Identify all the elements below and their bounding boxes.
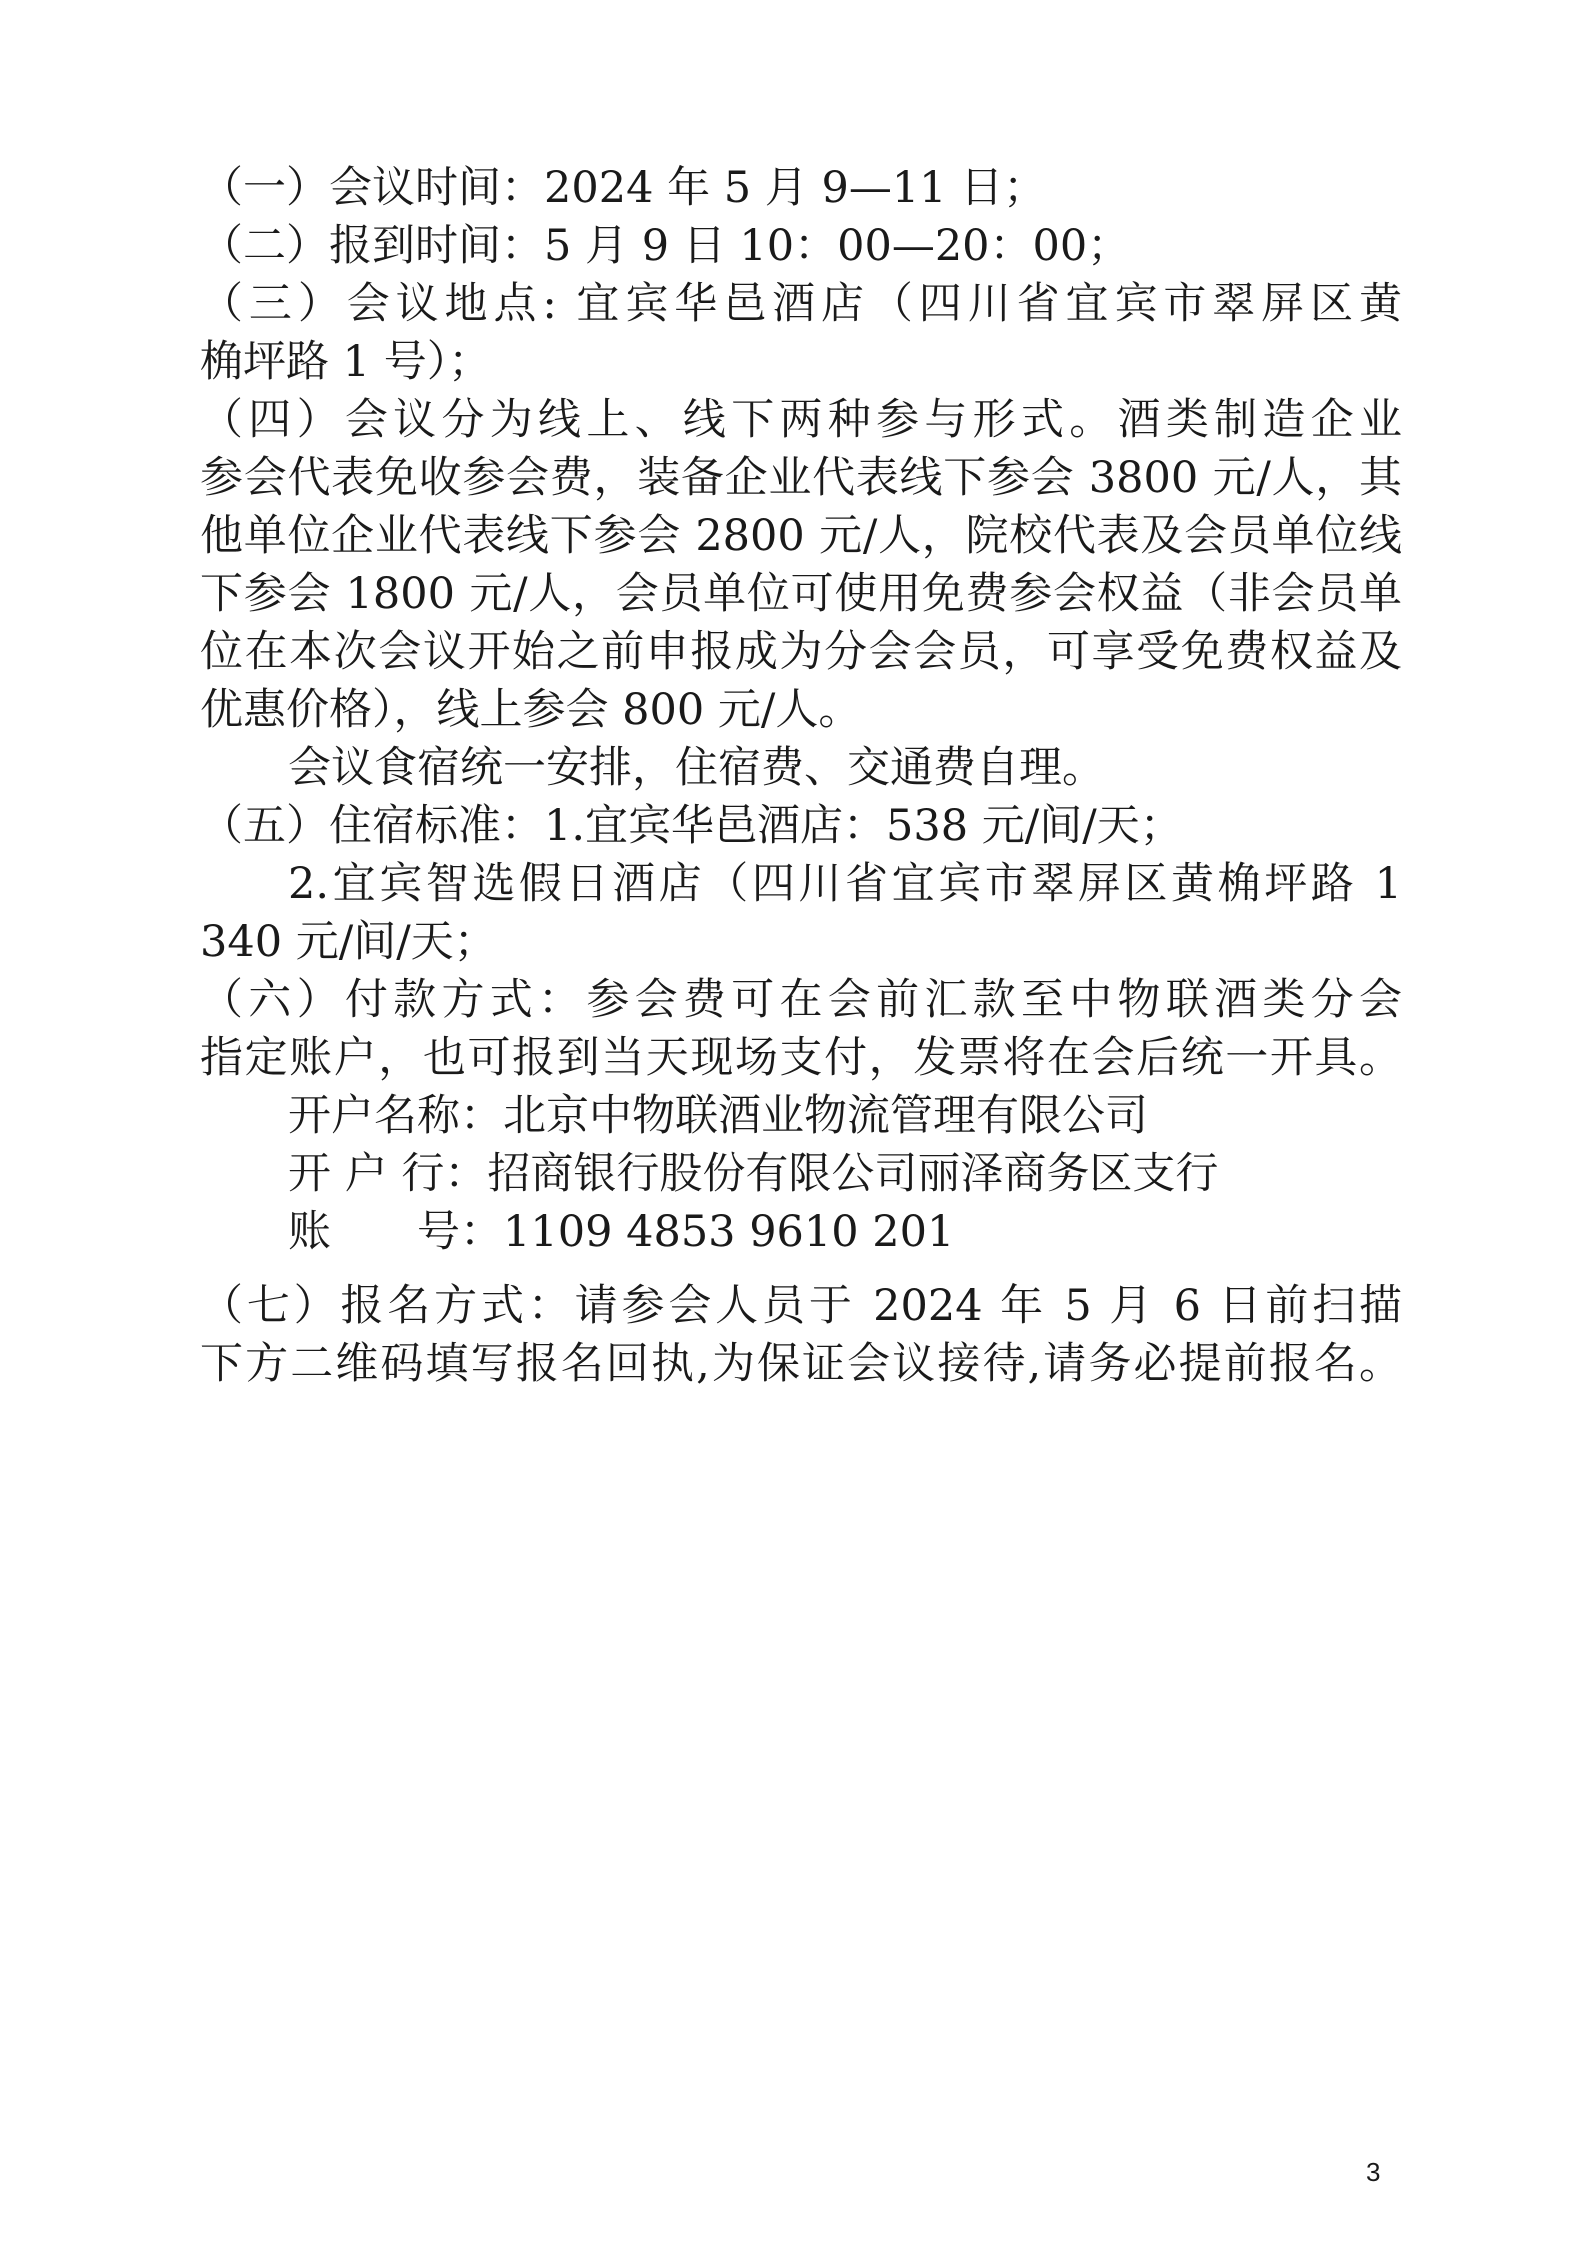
lodging-standard-line-2: 2.宜宾智选假日酒店（四川省宜宾市翠屏区黄桷坪路 1 [288,859,1402,909]
lodging-standard-line: （五）住宿标准：1.宜宾华邑酒店：538 元/间/天； [200,801,1183,851]
account-bank-line: 开 户 行：招商银行股份有限公司丽泽商务区支行 [288,1149,1219,1199]
fee-line-4: 位在本次会议开始之前申报成为分会会员，可享受免费权益及 [200,627,1402,677]
fee-line-3: 下参会 1800 元/人，会员单位可使用免费参会权益（非会员单 [200,569,1402,619]
meeting-time-line: （一）会议时间：2024 年 5 月 9—11 日； [200,163,1047,213]
meeting-venue-line: （三）会议地点: 宜宾华邑酒店（四川省宜宾市翠屏区黄 [200,279,1402,329]
registration-method-line-2: 下方二维码填写报名回执,为保证会议接待,请务必提前报名。 [200,1339,1402,1389]
account-number-line: 账 号：1109 4853 9610 201 [288,1207,955,1257]
account-name-line: 开户名称：北京中物联酒业物流管理有限公司 [288,1091,1148,1141]
fee-line-1: 参会代表免收参会费，装备企业代表线下参会 3800 元/人，其 [200,453,1402,503]
payment-method-line: （六）付款方式：参会费可在会前汇款至中物联酒类分会 [200,975,1402,1025]
lodging-standard-line-3: 340 元/间/天； [200,917,497,967]
board-lodging-line: 会议食宿统一安排，住宿费、交通费自理。 [288,743,1105,793]
payment-method-line-2: 指定账户，也可报到当天现场支付，发票将在会后统一开具。 [200,1033,1402,1083]
page-number: 3 [1366,2157,1381,2187]
registration-method-line: （七）报名方式：请参会人员于 2024 年 5 月 6 日前扫描 [200,1281,1402,1331]
fee-line-2: 他单位企业代表线下参会 2800 元/人，院校代表及会员单位线 [200,511,1402,561]
fee-line-5: 优惠价格），线上参会 800 元/人。 [200,685,862,735]
registration-time-line: （二）报到时间：5 月 9 日 10：00—20：00； [200,221,1131,271]
meeting-venue-line-cont: 桷坪路 1 号）； [200,337,492,387]
participation-form-line: （四）会议分为线上、线下两种参与形式。酒类制造企业 [200,395,1402,445]
